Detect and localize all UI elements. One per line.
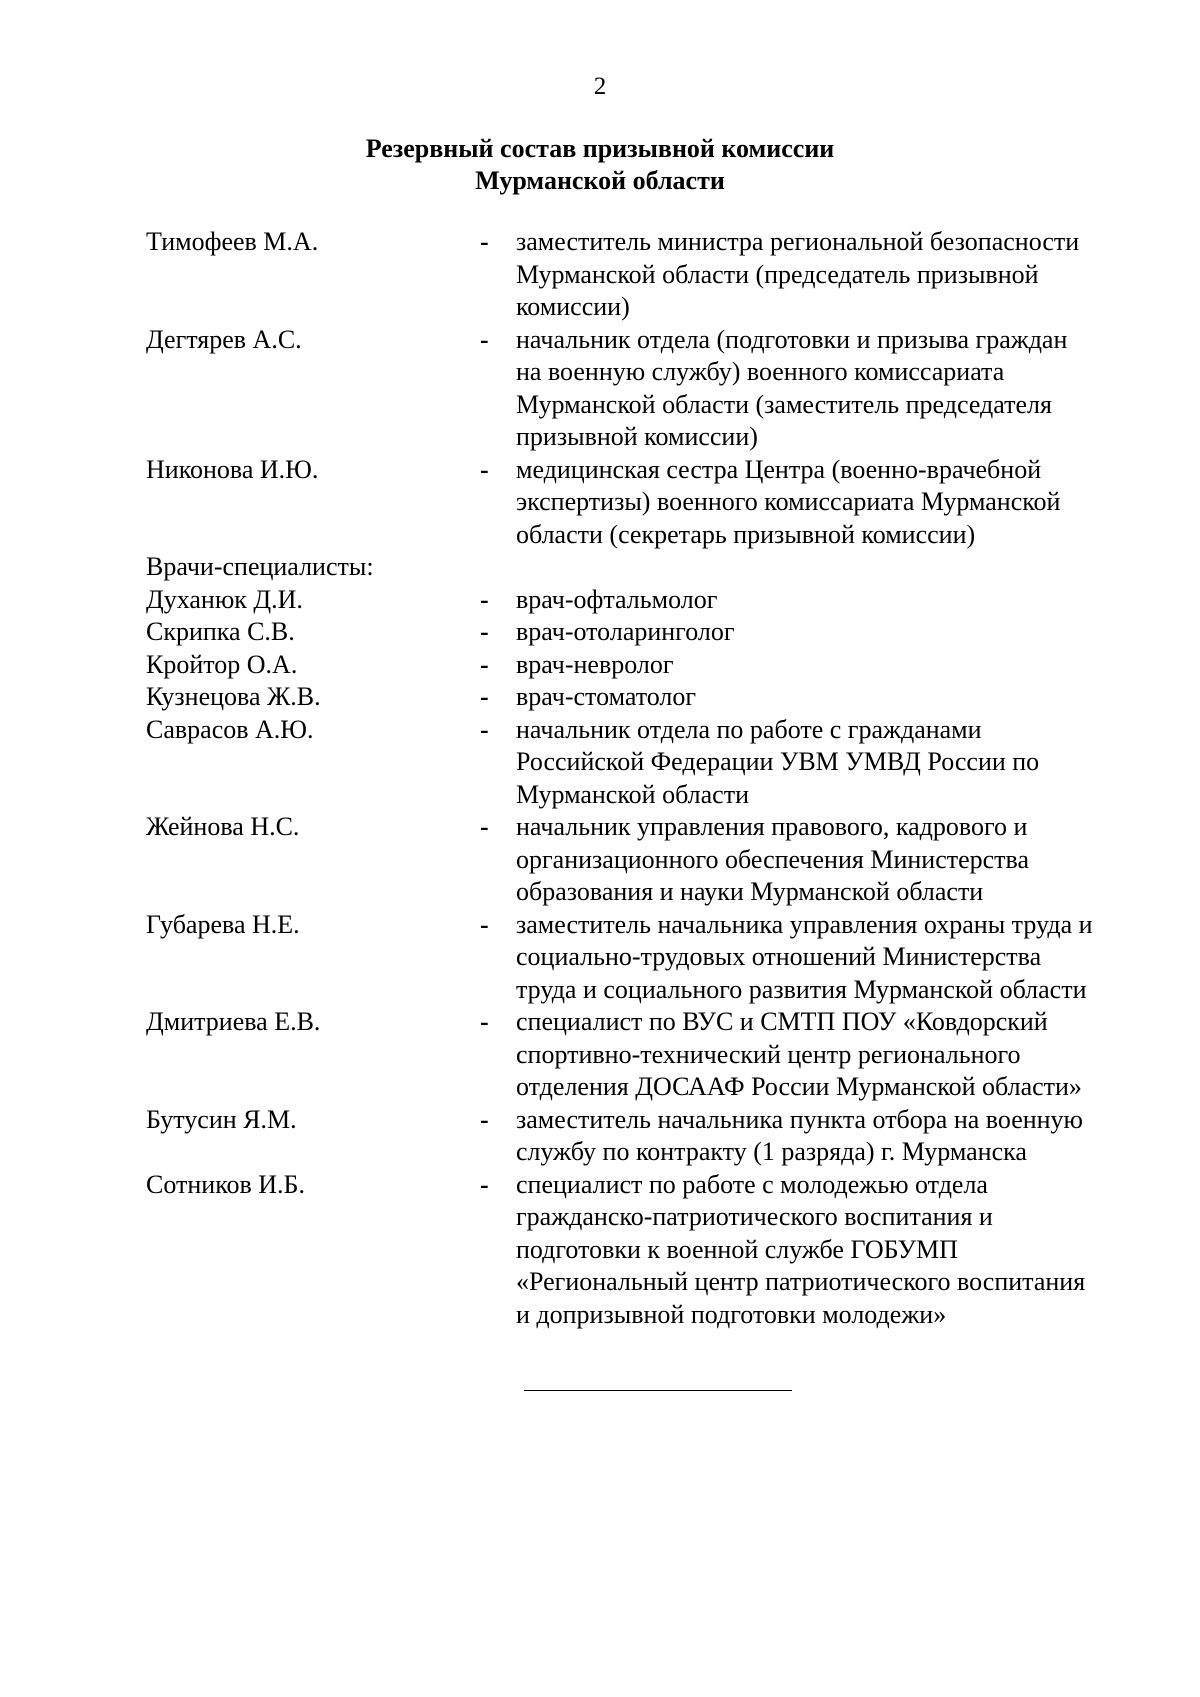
member-role xyxy=(516,1104,1146,1169)
member-role xyxy=(516,811,1146,909)
member-separator-dash: - xyxy=(480,617,489,646)
member-role xyxy=(516,226,1146,324)
member-role xyxy=(516,714,1146,812)
specialists-list xyxy=(146,584,1146,1332)
member-name: Кузнецова Ж.В. xyxy=(146,682,321,711)
member-separator-dash: - xyxy=(480,909,489,939)
member-role-line: врач-отоларинголог xyxy=(516,617,735,646)
member-row xyxy=(146,1169,1146,1332)
member-role-line: отделения ДОСААФ России Мурманской области» xyxy=(516,1072,1082,1101)
member-role-line: экспертизы) военного комиссариата Мурманской xyxy=(516,487,1061,516)
member-row xyxy=(146,811,1146,909)
member-role-line: и допризывной подготовки молодежи» xyxy=(516,1299,947,1329)
member-name: Скрипка С.В. xyxy=(146,617,295,646)
document-title-line-2: Мурманской области xyxy=(475,166,725,195)
member-role xyxy=(516,454,1146,552)
member-separator-dash: - xyxy=(480,584,489,614)
member-role-line: Мурманской области (заместитель председателя xyxy=(516,389,1052,419)
member-name: Никонова И.Ю. xyxy=(146,454,319,484)
member-role-line: области (секретарь призывной комиссии) xyxy=(516,519,976,549)
document-title-line-1: Резервный состав призывной комиссии xyxy=(365,134,835,163)
member-separator-dash: - xyxy=(480,1104,489,1134)
member-role-line: службу по контракту (1 разряда) г. Мурманска xyxy=(516,1137,1027,1166)
member-row xyxy=(146,649,1146,682)
member-role-line: призывной комиссии) xyxy=(516,422,758,451)
specialists-section-label: Врачи-специалисты: xyxy=(146,552,374,581)
member-row xyxy=(146,616,1146,649)
member-role-line: специалист по ВУС и СМТП ПОУ «Ковдорский xyxy=(516,1007,1048,1036)
member-role xyxy=(516,616,1146,649)
member-role-line: спортивно-технический центр регионального xyxy=(516,1039,1021,1069)
member-separator-dash: - xyxy=(480,1169,489,1199)
member-row xyxy=(146,714,1146,812)
member-role-line: на военную службу) военного комиссариата xyxy=(516,357,1005,386)
member-row xyxy=(146,681,1146,714)
member-name: Духанюк Д.И. xyxy=(146,584,303,614)
member-row xyxy=(146,454,1146,552)
member-separator-dash: - xyxy=(480,227,489,256)
member-name: Сотников И.Б. xyxy=(146,1169,305,1199)
member-row xyxy=(146,226,1146,324)
member-role-line: врач-стоматолог xyxy=(516,682,697,711)
member-name: Губарева Н.Е. xyxy=(146,909,300,939)
page-number: 2 xyxy=(593,73,607,100)
member-separator-dash: - xyxy=(480,682,489,711)
member-name: Дмитриева Е.В. xyxy=(146,1007,321,1036)
member-role-line: организационного обеспечения Министерства xyxy=(516,844,1030,874)
member-row xyxy=(146,909,1146,1007)
member-role-line: «Региональный центр патриотического воспитания xyxy=(516,1267,1086,1296)
member-role-line: врач-офтальмолог xyxy=(516,584,718,614)
member-name: Саврасов А.Ю. xyxy=(146,714,314,744)
member-role-line: начальник отдела (подготовки и призыва граждан xyxy=(516,324,1068,354)
member-separator-dash: - xyxy=(480,324,489,354)
member-role-line: врач-невролог xyxy=(516,649,674,679)
member-role xyxy=(516,1169,1146,1332)
member-role-line: образования и науки Мурманской области xyxy=(516,877,984,906)
member-role xyxy=(516,909,1146,1007)
member-role xyxy=(516,649,1146,682)
member-role-line: Мурманской области (председатель призывной xyxy=(516,259,1039,289)
member-role-line: начальник управления правового, кадрового и xyxy=(516,812,1028,841)
member-role-line: заместитель начальника пункта отбора на военную xyxy=(516,1104,1083,1134)
member-role xyxy=(516,681,1146,714)
member-role-line: труда и социального развития Мурманской области xyxy=(516,974,1087,1004)
member-role-line: гражданско-патриотического воспитания и xyxy=(516,1202,993,1231)
member-name: Кройтор О.А. xyxy=(146,649,298,679)
member-role xyxy=(516,584,1146,617)
member-role xyxy=(516,1006,1146,1104)
member-name: Жейнова Н.С. xyxy=(146,812,300,841)
member-separator-dash: - xyxy=(480,1007,489,1036)
member-separator-dash: - xyxy=(480,812,489,841)
member-row xyxy=(146,1006,1146,1104)
member-role-line: заместитель министра региональной безопасности xyxy=(516,227,1080,256)
member-role-line: подготовки к военной службе ГОБУМП xyxy=(516,1234,958,1264)
document-title xyxy=(0,133,1200,197)
member-row xyxy=(146,324,1146,454)
member-role-line: социально-трудовых отношений Министерства xyxy=(516,942,1042,971)
member-role-line: заместитель начальника управления охраны труда и xyxy=(516,909,1093,939)
member-role-line: начальник отдела по работе с гражданами xyxy=(516,714,982,744)
commission-leadership-list xyxy=(146,226,1146,551)
member-row xyxy=(146,1104,1146,1169)
member-row xyxy=(146,584,1146,617)
member-separator-dash: - xyxy=(480,649,489,679)
member-name: Дегтярев А.С. xyxy=(146,324,302,354)
member-name: Тимофеев М.А. xyxy=(146,227,319,256)
member-separator-dash: - xyxy=(480,454,489,484)
commission-roster xyxy=(146,226,1146,1331)
member-role-line: комиссии) xyxy=(516,292,630,321)
member-role-line: Российской Федерации УВМ УМВД России по xyxy=(516,747,1040,776)
member-role-line: Мурманской области xyxy=(516,779,749,809)
member-role-line: специалист по работе с молодежью отдела xyxy=(516,1169,988,1199)
member-role-line: медицинская сестра Центра (военно-врачебной xyxy=(516,454,1042,484)
member-role xyxy=(516,324,1146,454)
member-name: Бутусин Я.М. xyxy=(146,1104,297,1134)
end-divider-line xyxy=(524,1390,792,1391)
member-separator-dash: - xyxy=(480,714,489,744)
